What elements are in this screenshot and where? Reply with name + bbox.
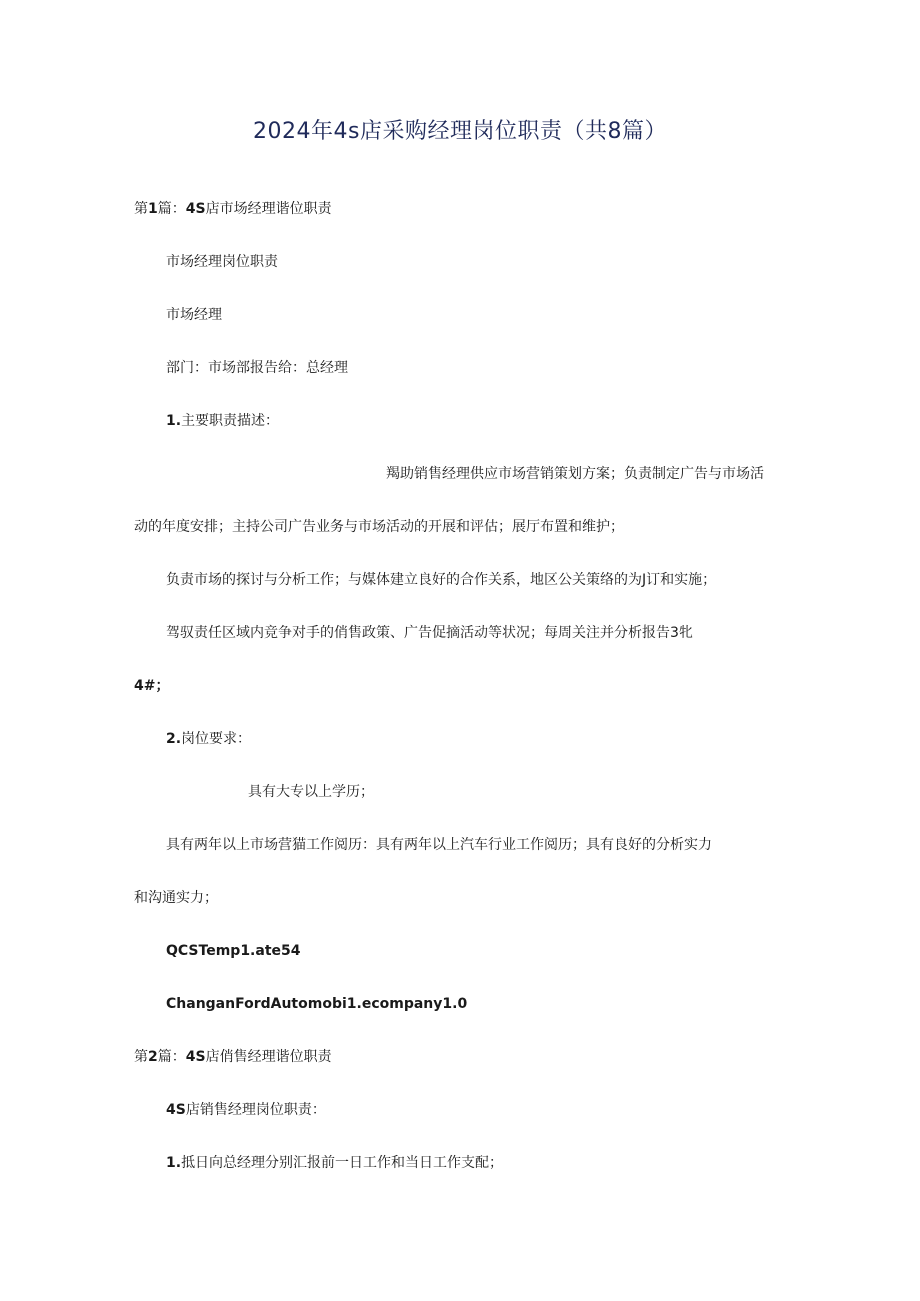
heading-text: 店俏售经理谐位职责 [205,1049,332,1065]
list-item-1 [166,1153,503,1173]
paragraph-line: 部门：市场部报告给：总经理 [166,360,348,376]
list-number: 1. [166,1155,182,1171]
document-title: 2024年4s店采购经理岗位职责（共8篇） [253,119,667,144]
heading-brand: 4S [185,1049,206,1065]
list-number: 1. [166,413,182,429]
paragraph-line: ChanganFordAutomobi1.ecompany1.0 [166,996,468,1012]
paragraph-line: 具有大专以上学历； [248,784,374,800]
paragraph-line: 市场经理 [166,307,222,323]
list-heading-1 [166,411,279,431]
heading-text: 店销售经理岗位职责： [185,1102,326,1118]
subsection-heading [166,1100,326,1120]
heading-number: 1 [148,201,158,217]
heading-number: 2 [148,1049,158,1065]
list-item-text: 抵日向总经理分别汇报前一日工作和当日工作支配； [181,1155,504,1171]
heading-sep: 篇： [157,201,186,217]
paragraph-line: 驾驭责任区域内竞争对手的俏售政策、广告促摘活动等状况；每周关注并分析报告3牝 [166,625,693,641]
heading-sep: 篇： [157,1049,186,1065]
heading-brand: 4S [185,201,206,217]
list-number: 2. [166,731,182,747]
paragraph-line: 动的年度安排；主持公司广告业务与市场活动的开展和评估；展厅布置和维护； [134,519,624,535]
heading-brand: 4S [166,1102,186,1118]
section-heading-2 [134,1047,332,1067]
list-heading-text: 主要职责描述： [181,413,280,429]
paragraph-line: 和沟通实力； [134,890,218,906]
paragraph-line: 负责市场的探讨与分析工作；与媒体建立良好的合作关系，地区公关策络的为J订和实施； [166,572,717,588]
heading-text: 店市场经理谐位职责 [205,201,332,217]
paragraph-line: 4#； [134,678,170,694]
heading-prefix: 第 [134,1049,148,1065]
list-heading-text: 岗位要求： [181,731,252,747]
paragraph-line: 具有两年以上市场营猫工作阅历：具有两年以上汽车行业工作阅历；具有良好的分析实力 [166,837,712,853]
section-heading-1 [134,199,332,219]
heading-prefix: 第 [134,201,148,217]
paragraph-line: QCSTemp1.ate54 [166,943,301,959]
list-heading-2 [166,729,251,749]
paragraph-line: 市场经理岗位职责 [166,254,278,270]
paragraph-line: 羯助销售经理供应市场营销策划方案；负责制定广告与市场活 [386,466,764,482]
